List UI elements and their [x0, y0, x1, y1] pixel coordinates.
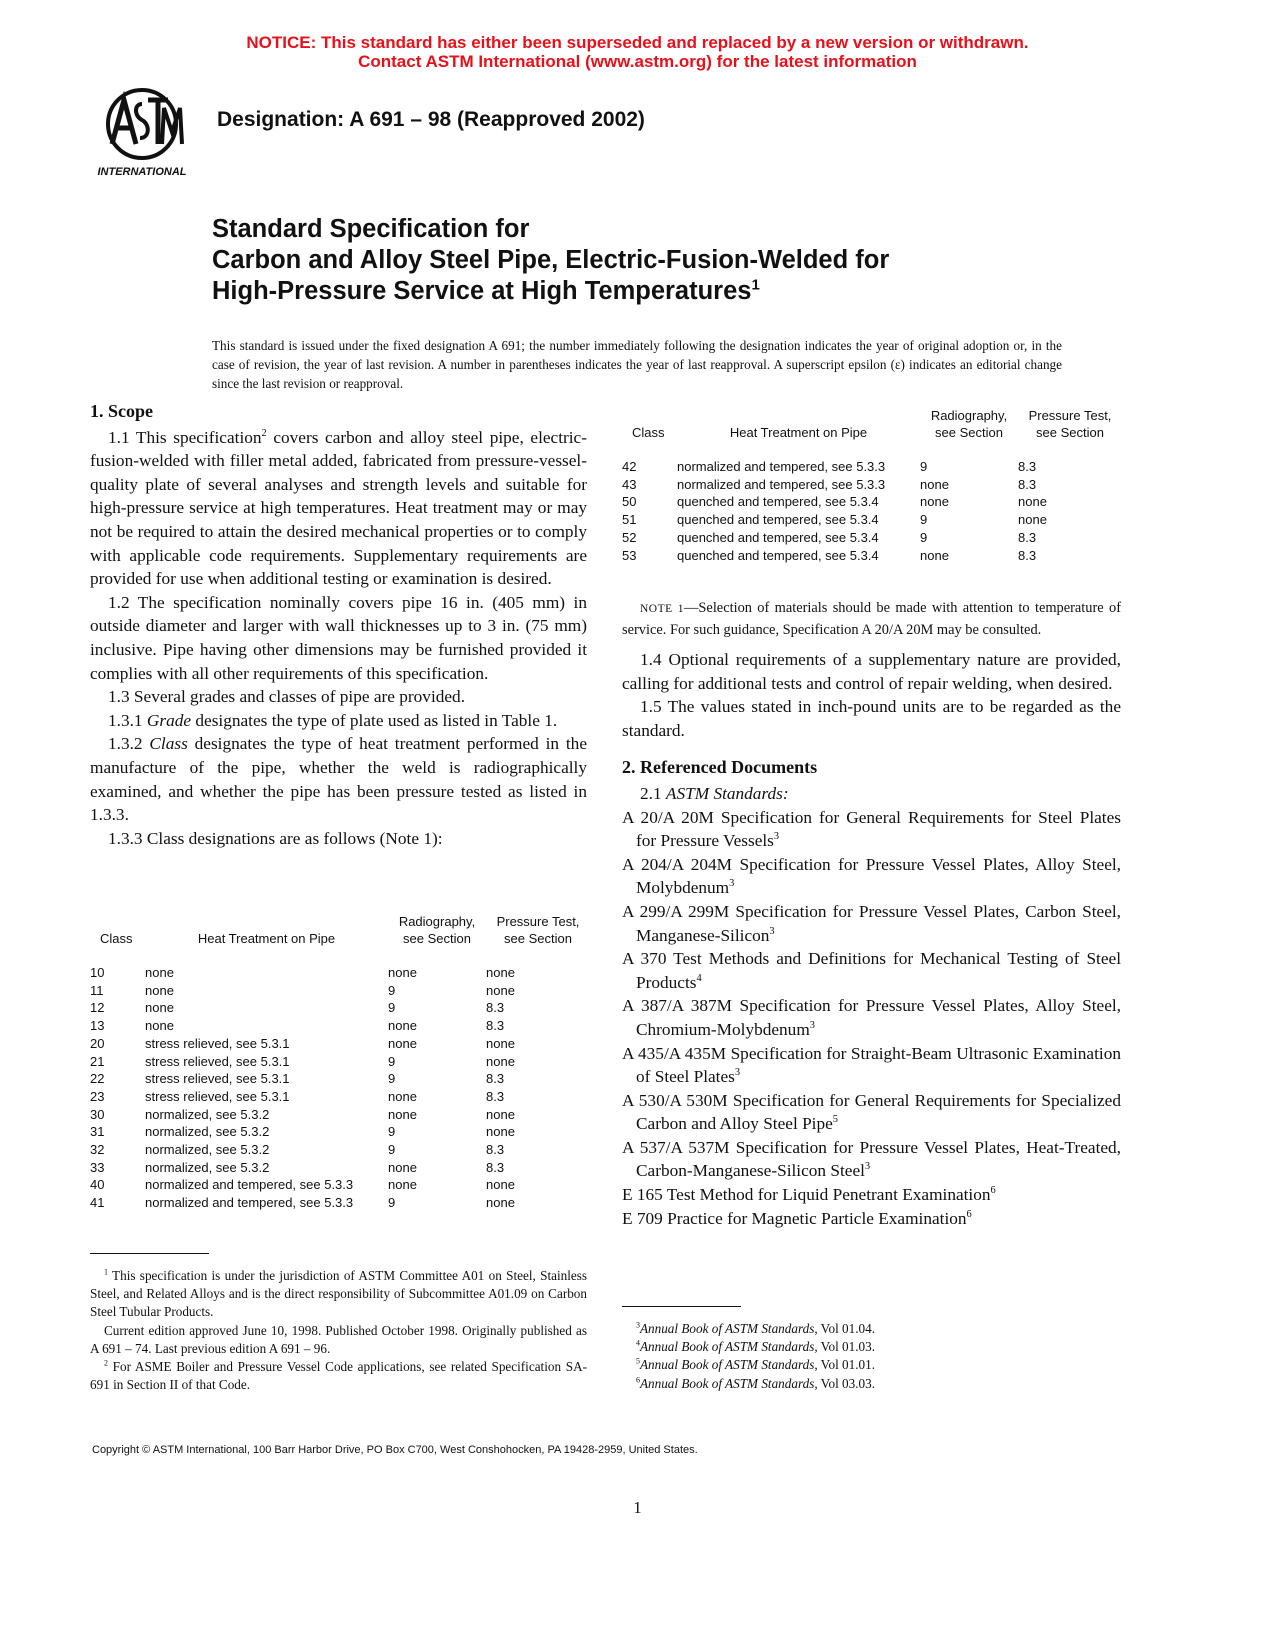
- cell-class: 50: [622, 494, 637, 510]
- footnotes-right: [622, 1320, 1121, 1393]
- cell-class: 11: [90, 982, 104, 998]
- cell-heat-treatment: stress relieved, see 5.3.1: [145, 1053, 290, 1069]
- cell-heat-treatment: stress relieved, see 5.3.1: [145, 1035, 290, 1051]
- cell-radiography: none: [920, 476, 949, 492]
- table-row: [90, 964, 590, 982]
- section-scope-heading: 1. Scope: [90, 401, 153, 421]
- para-2-1: 2.1 ASTM Standards:: [640, 783, 789, 803]
- footnote-ref[interactable]: 3: [734, 1067, 741, 1079]
- footnote-item: $^5$Annual Book of ASTM Standards, Vol 01.01.: [636, 1357, 876, 1373]
- reference-item: A 204/A 204M Specification for Pressure Vessel Plates, Alloy Steel, Molybdenum$^3$: [622, 854, 1121, 898]
- cell-pressure-test: none: [486, 1106, 515, 1122]
- para-1-3-1: 1.3.1 Grade designates the type of plate used as listed in Table 1.: [108, 710, 558, 730]
- cell-class: 10: [90, 965, 105, 980]
- cell-class: 41: [90, 1195, 105, 1211]
- page-number: 1: [633, 1498, 642, 1517]
- table-row: [90, 1088, 590, 1106]
- cell-heat-treatment: normalized and tempered, see 5.3.3: [145, 1195, 354, 1211]
- col-header-radiography: Radiography, see Section: [398, 914, 476, 946]
- table-row: [622, 511, 1122, 529]
- cell-radiography: none: [388, 965, 417, 980]
- cell-heat-treatment: quenched and tempered, see 5.3.4: [677, 529, 879, 545]
- astm-logo-icon: [92, 86, 192, 182]
- col-header-heat-treatment: Heat Treatment on Pipe: [729, 425, 868, 440]
- cell-class: 23: [90, 1088, 105, 1104]
- footnote-ref[interactable]: 3: [729, 878, 735, 890]
- cell-class: 30: [90, 1106, 105, 1122]
- footnote-1-edition: Current edition approved June 10, 1998. Published October 1998. Originally published as A 691 – 74. Last previous edition A 691 – 96.: [90, 1322, 587, 1356]
- cell-radiography: 9: [920, 512, 928, 528]
- footnote-ref[interactable]: 4: [696, 972, 702, 984]
- para-1-4: 1.4 Optional requirements of a supplementary nature are provided, calling for additional tests and control of repair welding, when desired.: [622, 650, 1121, 693]
- reference-item: A 299/A 299M Specification for Pressure Vessel Plates, Carbon Steel, Manganese-Silicon$^3$: [622, 901, 1121, 945]
- cell-radiography: 9: [920, 459, 928, 474]
- footnote-ref[interactable]: 6: [966, 1208, 972, 1220]
- reference-list: [622, 806, 1121, 1231]
- para-1-3: 1.3 Several grades and classes of pipe are provided.: [108, 687, 466, 707]
- cell-radiography: 9: [388, 1195, 396, 1211]
- footnote-2: $^2$ For ASME Boiler and Pressure Vessel Code applications, see related Specification SA-691 in Section II of that Code.: [90, 1358, 587, 1393]
- cell-radiography: 9: [388, 1142, 396, 1158]
- logo-text: INTERNATIONAL: [97, 166, 187, 178]
- cell-radiography: none: [920, 547, 949, 563]
- reference-item: E 165 Test Method for Liquid Penetrant Examination$^6$: [622, 1185, 996, 1205]
- section-refs-heading: 2. Referenced Documents: [622, 757, 818, 778]
- title-line-2: Carbon and Alloy Steel Pipe, Electric-Fusion-Welded for: [212, 246, 890, 274]
- footnote-ref[interactable]: 3: [769, 925, 775, 937]
- cell-class: 31: [90, 1124, 105, 1140]
- cell-pressure-test: 8.3: [486, 1018, 505, 1034]
- footnote-rule-right: [622, 1306, 741, 1307]
- cell-radiography: none: [920, 494, 949, 510]
- footnote-1: $^1$ This specification is under the jurisdiction of ASTM Committee A01 on Steel, Stainless Steel, and Related Alloys and is the direct responsibility of Subcommittee A01.09 on Carbon Steel Tubular Products.: [90, 1267, 587, 1320]
- title-footnote-ref[interactable]: 1: [751, 276, 760, 294]
- table-row: [90, 1070, 590, 1088]
- table-row: [90, 982, 590, 1000]
- reference-item: A 20/A 20M Specification for General Requirements for Steel Plates for Pressure Vessels$^3$: [622, 807, 1121, 851]
- table-row: [622, 493, 1122, 511]
- cell-pressure-test: 8.3: [1018, 529, 1037, 545]
- para-1-3-2: 1.3.2 Class designates the type of heat treatment performed in the manufacture of the pipe, whether the weld is radiographically examined, and whether the pipe has been pressure tested as listed in 1.3.3.: [90, 734, 587, 825]
- footnote-ref[interactable]: 3: [809, 1020, 815, 1032]
- cell-class: 33: [90, 1159, 105, 1175]
- cell-class: 43: [622, 476, 637, 492]
- cell-pressure-test: 8.3: [1018, 459, 1037, 474]
- cell-pressure-test: 8.3: [486, 1159, 505, 1175]
- cell-heat-treatment: stress relieved, see 5.3.1: [145, 1088, 290, 1104]
- cell-pressure-test: none: [486, 1195, 515, 1211]
- cell-class: 42: [622, 459, 637, 474]
- copyright: Copyright © ASTM International, 100 Barr Harbor Drive, PO Box C700, West Conshohocken, PA 19428-2959, United States.: [92, 1444, 698, 1456]
- cell-heat-treatment: none: [145, 982, 174, 998]
- cell-radiography: none: [388, 1159, 417, 1175]
- cell-class: 51: [622, 512, 637, 528]
- footnote-rule-left: [90, 1253, 209, 1254]
- notice-line-1: NOTICE: This standard has either been superseded and replaced by a new version or withdrawn.: [246, 33, 1029, 52]
- cell-class: 53: [622, 547, 637, 563]
- cell-class: 32: [90, 1142, 105, 1158]
- reference-item: A 435/A 435M Specification for Straight-Beam Ultrasonic Examination of Steel Plates$^3$: [622, 1043, 1121, 1087]
- note-1: NOTE 1—Selection of materials should be made with attention to temperature of service. For such guidance, Specification A 20/A 20M may be consulted.: [622, 600, 1121, 638]
- cell-class: 21: [90, 1053, 105, 1069]
- reference-item: A 387/A 387M Specification for Pressure Vessel Plates, Alloy Steel, Chromium-Molybdenum$^3$: [622, 996, 1121, 1039]
- table-row: [90, 1035, 590, 1053]
- para-1-5: 1.5 The values stated in inch-pound units are to be regarded as the standard.: [622, 697, 1121, 740]
- footnote-ref-2[interactable]: 2: [261, 427, 267, 439]
- cell-radiography: none: [388, 1035, 417, 1051]
- table-row: [90, 1123, 590, 1141]
- cell-radiography: none: [388, 1018, 417, 1034]
- para-1-1: 1.1 This specification$^2$ covers carbon and alloy steel pipe, electric-fusion-welded with filler metal added, fabricated from pressure-vessel-quality plate of several analyses and strength levels and suitable for high-pressure service at high temperatures. Heat treatment may or may not be required to attain the desired mechanical properties or to comply with applicable code requirements. Supplementary requirements are provided for use when additional testing or examination is desired.: [90, 427, 587, 589]
- footnote-ref[interactable]: 5: [832, 1114, 838, 1126]
- cell-pressure-test: none: [486, 982, 515, 998]
- reference-item: A 530/A 530M Specification for General Requirements for Specialized Carbon and Alloy Steel Pipe$^5$: [622, 1090, 1121, 1134]
- class-table-left-wrap: [90, 913, 590, 1212]
- cell-radiography: 9: [388, 1000, 396, 1016]
- table-row: [90, 1194, 590, 1212]
- table-row: [90, 1053, 590, 1071]
- footnote-ref[interactable]: 6: [990, 1185, 996, 1197]
- designation: Designation: A 691 – 98 (Reapproved 2002): [217, 108, 645, 131]
- class-table-right: [622, 407, 1122, 564]
- title-line-3: High-Pressure Service at High Temperatures$^1$: [212, 276, 760, 305]
- cell-class: 12: [90, 1000, 105, 1016]
- cell-radiography: 9: [388, 982, 396, 998]
- para-1-3-3: 1.3.3 Class designations are as follows (Note 1):: [108, 828, 443, 848]
- cell-pressure-test: 8.3: [1018, 547, 1037, 563]
- table-row: [90, 1176, 590, 1194]
- footnote-item: $^4$Annual Book of ASTM Standards, Vol 01.03.: [636, 1338, 876, 1355]
- cell-radiography: 9: [388, 1053, 396, 1069]
- notice-banner: [0, 33, 1275, 71]
- col-header-pressure-test: Pressure Test, see Section: [1028, 408, 1112, 440]
- cell-heat-treatment: none: [145, 965, 174, 980]
- cell-heat-treatment: quenched and tempered, see 5.3.4: [677, 494, 879, 510]
- cell-pressure-test: 8.3: [486, 1088, 505, 1104]
- cell-heat-treatment: normalized and tempered, see 5.3.3: [677, 476, 886, 492]
- class-table-left: [90, 913, 590, 1212]
- cell-heat-treatment: none: [145, 1000, 174, 1016]
- cell-heat-treatment: normalized, see 5.3.2: [145, 1124, 270, 1140]
- cell-pressure-test: none: [1018, 512, 1047, 528]
- cell-radiography: none: [388, 1106, 417, 1122]
- table-row: [90, 1017, 590, 1035]
- footnote-item: $^6$Annual Book of ASTM Standards, Vol 03.03.: [636, 1375, 876, 1391]
- cell-heat-treatment: quenched and tempered, see 5.3.4: [677, 512, 879, 528]
- table-row: [90, 1106, 590, 1124]
- col-header-class: Class: [632, 425, 665, 440]
- table-row: [90, 1141, 590, 1159]
- cell-pressure-test: none: [486, 1124, 515, 1140]
- table-row: [90, 999, 590, 1017]
- reference-item: A 370 Test Methods and Definitions for Mechanical Testing of Steel Products$^4$: [622, 949, 1121, 992]
- cell-pressure-test: 8.3: [486, 1142, 505, 1158]
- cell-radiography: 9: [388, 1071, 396, 1087]
- col-header-heat-treatment: Heat Treatment on Pipe: [197, 931, 336, 946]
- cell-class: 13: [90, 1018, 105, 1034]
- reference-item: E 709 Practice for Magnetic Particle Examination$^6$: [622, 1208, 972, 1228]
- cell-class: 22: [90, 1071, 105, 1087]
- table-row: [622, 529, 1122, 547]
- footnote-ref[interactable]: 3: [864, 1161, 871, 1173]
- left-column: [90, 400, 587, 850]
- cell-pressure-test: 8.3: [486, 1000, 505, 1016]
- table-row: [622, 458, 1122, 476]
- cell-heat-treatment: quenched and tempered, see 5.3.4: [677, 547, 879, 563]
- title-line-1: Standard Specification for: [212, 215, 530, 243]
- issued-note: This standard is issued under the fixed designation A 691; the number immediately following the designation indicates the year of original adoption or, in the case of revision, the year of last revision. A number in parentheses indicates the year of last reapproval. A superscript epsilon (ε) indicates an editorial change since the last revision or reapproval.: [212, 338, 1062, 391]
- astm-logo: [92, 86, 192, 182]
- cell-heat-treatment: none: [145, 1018, 174, 1034]
- col-header-radiography: Radiography, see Section: [930, 408, 1008, 440]
- cell-radiography: none: [388, 1177, 417, 1193]
- notice-line-2: Contact ASTM International (www.astm.org) for the latest information: [358, 52, 917, 71]
- reference-item: A 537/A 537M Specification for Pressure Vessel Plates, Heat-Treated, Carbon-Manganese-Silicon Steel$^3$: [622, 1137, 1121, 1181]
- col-header-class: Class: [100, 931, 133, 946]
- footnote-ref[interactable]: 3: [773, 831, 780, 843]
- cell-class: 20: [90, 1035, 105, 1051]
- cell-pressure-test: none: [486, 1053, 515, 1069]
- cell-pressure-test: none: [486, 965, 515, 980]
- cell-pressure-test: 8.3: [486, 1071, 505, 1087]
- cell-pressure-test: none: [486, 1177, 515, 1193]
- cell-pressure-test: none: [486, 1035, 515, 1051]
- class-table-right-wrap: [622, 407, 1122, 564]
- cell-radiography: none: [388, 1088, 417, 1104]
- cell-heat-treatment: stress relieved, see 5.3.1: [145, 1071, 290, 1087]
- col-header-pressure-test: Pressure Test, see Section: [496, 914, 580, 946]
- document-title: [212, 214, 889, 307]
- cell-heat-treatment: normalized, see 5.3.2: [145, 1159, 270, 1175]
- cell-heat-treatment: normalized, see 5.3.2: [145, 1106, 270, 1122]
- table-row: [90, 1159, 590, 1177]
- footnote-item: $^3$Annual Book of ASTM Standards, Vol 01.04.: [636, 1320, 876, 1336]
- cell-heat-treatment: normalized and tempered, see 5.3.3: [677, 459, 886, 474]
- cell-radiography: 9: [388, 1124, 396, 1140]
- footnotes-left: [90, 1267, 587, 1394]
- cell-pressure-test: none: [1018, 494, 1047, 510]
- cell-class: 52: [622, 529, 637, 545]
- para-1-2: 1.2 The specification nominally covers pipe 16 in. (405 mm) in outside diameter and larger with wall thicknesses up to 3 in. (75 mm) inclusive. Pipe having other dimensions may be furnished provided it complies with all other requirements of this specification.: [90, 592, 587, 683]
- note-1-label: NOTE 1: [640, 603, 685, 615]
- right-column: [622, 598, 1121, 1230]
- cell-radiography: 9: [920, 529, 928, 545]
- cell-class: 40: [90, 1177, 105, 1193]
- cell-heat-treatment: normalized and tempered, see 5.3.3: [145, 1177, 354, 1193]
- table-row: [622, 547, 1122, 565]
- cell-heat-treatment: normalized, see 5.3.2: [145, 1142, 270, 1158]
- cell-pressure-test: 8.3: [1018, 476, 1037, 492]
- table-row: [622, 476, 1122, 494]
